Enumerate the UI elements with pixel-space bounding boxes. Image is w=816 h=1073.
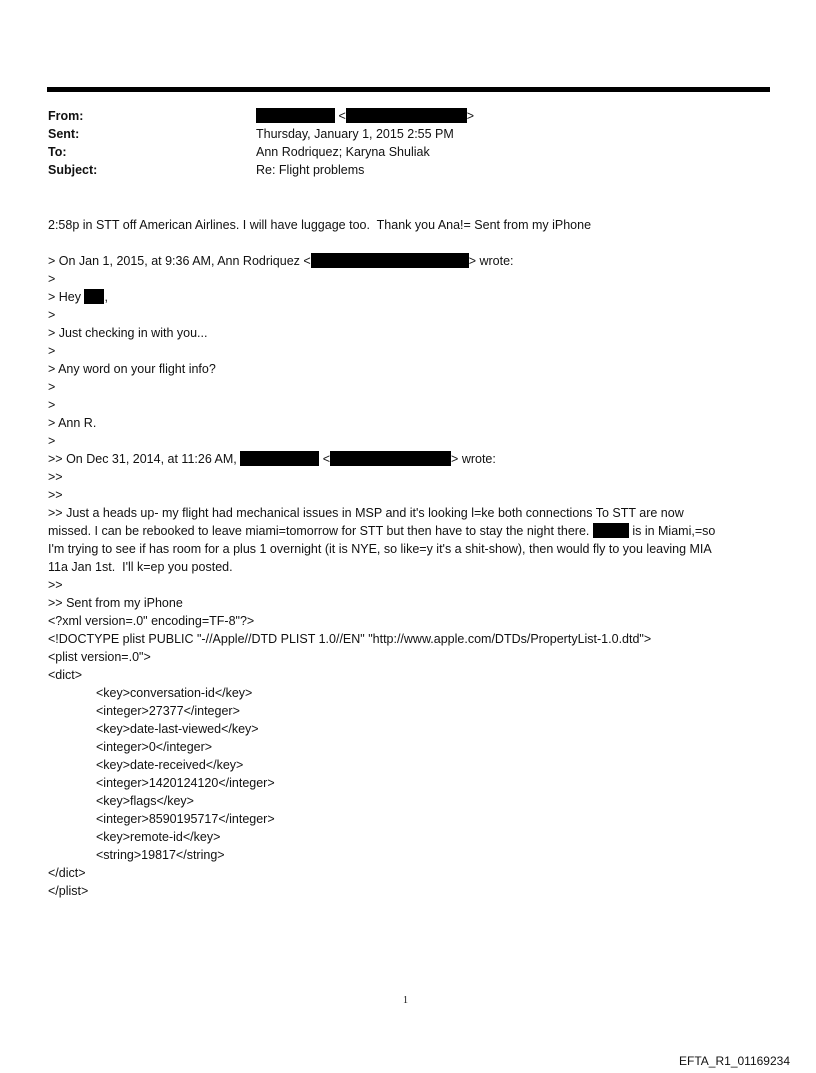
quote-header-2: [48, 450, 774, 468]
subject-label: Subject:: [48, 163, 98, 177]
quote-text: is in Miami,=so: [628, 524, 716, 538]
to-label: To:: [48, 145, 67, 159]
redaction-box: [240, 451, 319, 466]
quote-header-1: [48, 252, 774, 270]
quote-text: <: [319, 452, 331, 466]
email-body: [48, 216, 774, 900]
paragraph-line: 11a Jan 1st. I'll k=ep you posted.: [48, 560, 233, 574]
dict-close: </dict>: [48, 866, 86, 880]
quote-line: >: [48, 308, 56, 322]
quote-line: >>: [48, 578, 63, 592]
quote-line: >: [48, 398, 56, 412]
dict-entry: <integer>1420124120</integer>: [96, 776, 275, 790]
paragraph-line: I'm trying to see if has room for a plus 1 overnight (it is NYE, so like=y it's a shit-show), then would fly to you leaving MIA: [48, 542, 712, 556]
subject-value: Re: Flight problems: [256, 163, 365, 177]
from-value: [256, 107, 474, 125]
quote-line: >: [48, 344, 56, 358]
signature-line: > Ann R.: [48, 416, 97, 430]
xml-declaration: <?xml version=.0" encoding=TF-8"?>: [48, 614, 255, 628]
paragraph-line: [48, 522, 774, 540]
from-gt: >: [466, 109, 475, 123]
quote-line: >> Sent from my iPhone: [48, 596, 183, 610]
quote-text: ,: [104, 290, 108, 304]
quote-text: > wrote:: [468, 254, 514, 268]
redaction-box: [84, 289, 104, 304]
redaction-box: [256, 108, 335, 123]
quote-line: > Just checking in with you...: [48, 326, 208, 340]
quote-line: >>: [48, 470, 63, 484]
subject-row: [48, 161, 474, 179]
plist-open: <plist version=.0">: [48, 650, 151, 664]
document-id-footer: EFTA_R1_01169234: [679, 1054, 790, 1068]
quote-line: >: [48, 380, 56, 394]
dict-entry: <integer>27377</integer>: [96, 704, 240, 718]
quote-text: > On Jan 1, 2015, at 9:36 AM, Ann Rodriquez <: [48, 254, 311, 268]
dict-entry: <key>flags</key>: [96, 794, 194, 808]
greeting-line: [48, 288, 774, 306]
quote-line: >>: [48, 488, 63, 502]
from-label: From:: [48, 109, 84, 123]
redaction-box: [593, 523, 629, 538]
redaction-box: [346, 108, 467, 123]
from-row: [48, 107, 474, 125]
dict-entry: <key>conversation-id</key>: [96, 686, 253, 700]
dict-entry: <key>date-last-viewed</key>: [96, 722, 259, 736]
page-number: 1: [403, 995, 408, 1006]
reply-line: 2:58p in STT off American Airlines. I will have luggage too. Thank you Ana!= Sent from my iPhone: [48, 218, 592, 232]
quote-line: > Any word on your flight info?: [48, 362, 216, 376]
to-value: Ann Rodriquez; Karyna Shuliak: [256, 145, 430, 159]
header-rule: [47, 87, 770, 92]
plist-close: </plist>: [48, 884, 89, 898]
from-lt: <: [338, 109, 346, 123]
dict-open: <dict>: [48, 668, 83, 682]
sent-value: Thursday, January 1, 2015 2:55 PM: [256, 127, 454, 141]
quote-text: missed. I can be rebooked to leave miami=tomorrow for STT but then have to stay the night there.: [48, 524, 593, 538]
quote-line: >: [48, 434, 56, 448]
blank-line: [48, 234, 774, 252]
doctype-line: <!DOCTYPE plist PUBLIC "-//Apple//DTD PLIST 1.0//EN" "http://www.apple.com/DTDs/PropertyList-1.0.dtd">: [48, 632, 652, 646]
redaction-box: [311, 253, 469, 268]
paragraph-line: >> Just a heads up- my flight had mechanical issues in MSP and it's looking l=ke both connections To STT are now: [48, 506, 684, 520]
dict-entry: <string>19817</string>: [96, 848, 225, 862]
dict-entry: <integer>0</integer>: [96, 740, 213, 754]
quote-line: >: [48, 272, 56, 286]
sent-row: [48, 125, 474, 143]
dict-entry: <integer>8590195717</integer>: [96, 812, 275, 826]
quote-text: > wrote:: [451, 452, 496, 466]
to-row: [48, 143, 474, 161]
email-header: [48, 107, 474, 179]
dict-entry: <key>date-received</key>: [96, 758, 244, 772]
quote-text: > Hey: [48, 290, 85, 304]
redaction-box: [330, 451, 451, 466]
dict-entry: <key>remote-id</key>: [96, 830, 221, 844]
quote-text: >> On Dec 31, 2014, at 11:26 AM,: [48, 452, 241, 466]
sent-label: Sent:: [48, 127, 80, 141]
